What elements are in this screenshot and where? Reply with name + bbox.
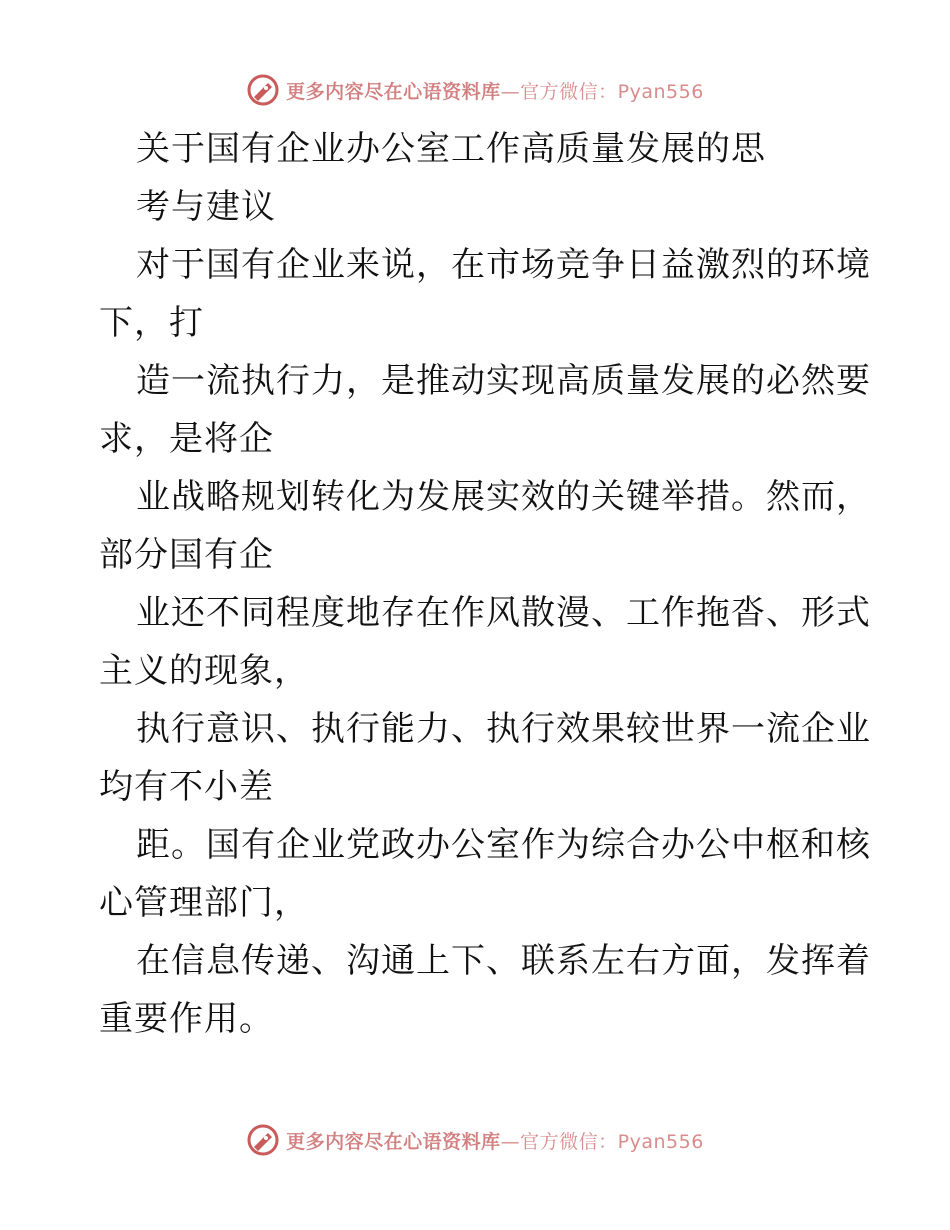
document-line: 均有不小差 (99, 767, 274, 807)
document-line: 重要作用。 (99, 999, 274, 1039)
document-line: 求，是将企 (99, 419, 274, 459)
footer-banner-dash: — (500, 1130, 521, 1153)
document-line: 执行意识、执行能力、执行效果较世界一流企业 (136, 709, 871, 749)
header-banner-wechat: 官方微信：Pyan556 (520, 80, 704, 103)
pen-nib-logo-icon (246, 1123, 280, 1157)
document-line: 在信息传递、沟通上下、联系左右方面，发挥着 (136, 941, 871, 981)
header-banner-site-name: 更多内容尽在心语资料库 (286, 80, 501, 103)
header-banner-dash: — (500, 80, 521, 103)
document-body (99, 120, 871, 1048)
document-line: 距。国有企业党政办公室作为综合办公中枢和核 (136, 825, 871, 865)
header-watermark-banner (0, 70, 950, 110)
document-line: 业战略规划转化为发展实效的关键举措。然而， (136, 477, 871, 517)
pen-nib-logo-icon (246, 73, 280, 107)
footer-watermark-banner (0, 1120, 950, 1160)
document-line: 主义的现象， (99, 651, 309, 691)
footer-banner-text (286, 1127, 704, 1154)
footer-banner-wechat: 官方微信：Pyan556 (520, 1130, 704, 1153)
document-line: 业还不同程度地存在作风散漫、工作拖沓、形式 (136, 593, 871, 633)
document-line: 对于国有企业来说，在市场竞争日益激烈的环境 (136, 245, 871, 285)
document-line: 下，打 (99, 303, 204, 343)
document-line: 心管理部门， (99, 883, 309, 923)
header-banner-text (286, 77, 704, 104)
document-line: 考与建议 (136, 187, 276, 227)
document-line: 部分国有企 (99, 535, 274, 575)
document-line: 关于国有企业办公室工作高质量发展的思 (136, 129, 766, 169)
document-line: 造一流执行力，是推动实现高质量发展的必然要 (136, 361, 871, 401)
footer-banner-site-name: 更多内容尽在心语资料库 (286, 1130, 501, 1153)
